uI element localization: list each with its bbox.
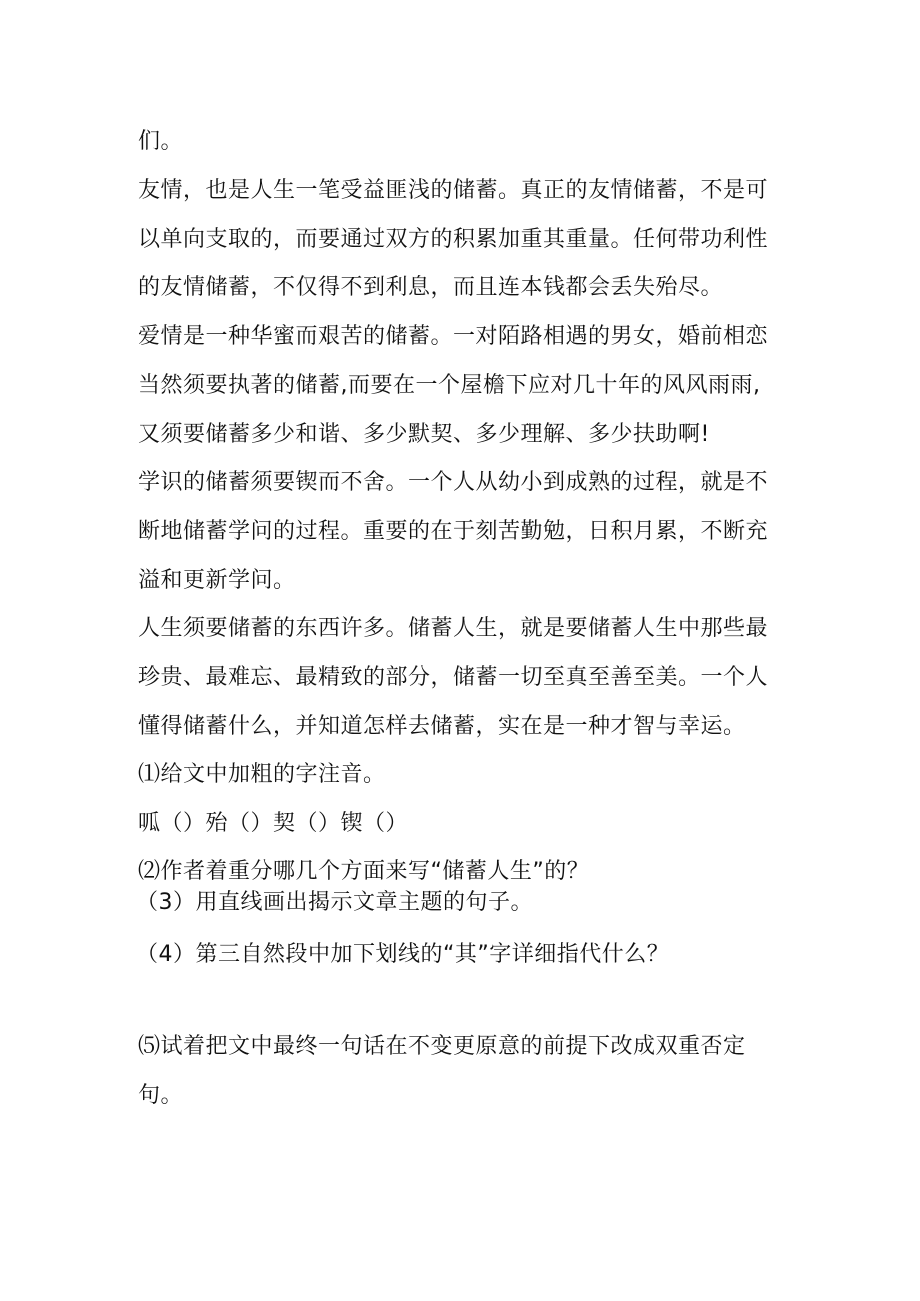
question-5-cont: 句。 <box>138 1083 184 1108</box>
question-3: （3）用直线画出揭示文章主题的句子。 <box>136 890 533 915</box>
question-1: ⑴给文中加粗的字注音。 <box>138 762 386 787</box>
text-line: 爱情是一种华蜜而艰苦的储蓄。一对陌路相遇的男女，婚前相恋 <box>138 324 769 349</box>
question-2: ⑵作者着重分哪几个方面来写“储蓄人生”的？ <box>138 859 590 884</box>
text-line: 以单向支取的，而要通过双方的积累加重其重量。任何带功利性 <box>138 227 769 252</box>
text-line: 们。 <box>138 129 184 154</box>
text-line: 断地储蓄学问的过程。重要的在于刻苦勤勉，日积月累，不断充 <box>138 519 769 544</box>
text-line: 学识的储蓄须要锲而不舍。一个人从幼小到成熟的过程，就是不 <box>138 470 769 495</box>
question-5: ⑸试着把文中最终一句话在不变更原意的前提下改成双重否定 <box>138 1034 746 1059</box>
text-line: 的友情储蓄，不仅得不到利息，而且连本钱都会丢失殆尽。 <box>138 275 724 300</box>
text-line: 懂得储蓄什么，并知道怎样去储蓄，实在是一种才智与幸运。 <box>138 714 746 739</box>
text-line: 当然须要执著的储蓄,而要在一个屋檐下应对几十年的风风雨雨, <box>138 373 761 398</box>
question-1-blanks: 呱（）殆（）契（）锲（） <box>138 811 409 836</box>
text-line: 人生须要储蓄的东西许多。储蓄人生，就是要储蓄人生中那些最 <box>138 616 769 641</box>
text-line: 珍贵、最难忘、最精致的部分，储蓄一切至真至善至美。一个人 <box>138 665 769 690</box>
question-4: （4）第三自然段中加下划线的“其”字详细指代什么？ <box>136 942 670 967</box>
text-line: 又须要储蓄多少和谐、多少默契、多少理解、多少扶助啊! <box>138 422 710 447</box>
text-line: 溢和更新学问。 <box>138 568 296 593</box>
text-line: 友情，也是人生一笔受益匪浅的储蓄。真正的友情储蓄，不是可 <box>138 178 769 203</box>
